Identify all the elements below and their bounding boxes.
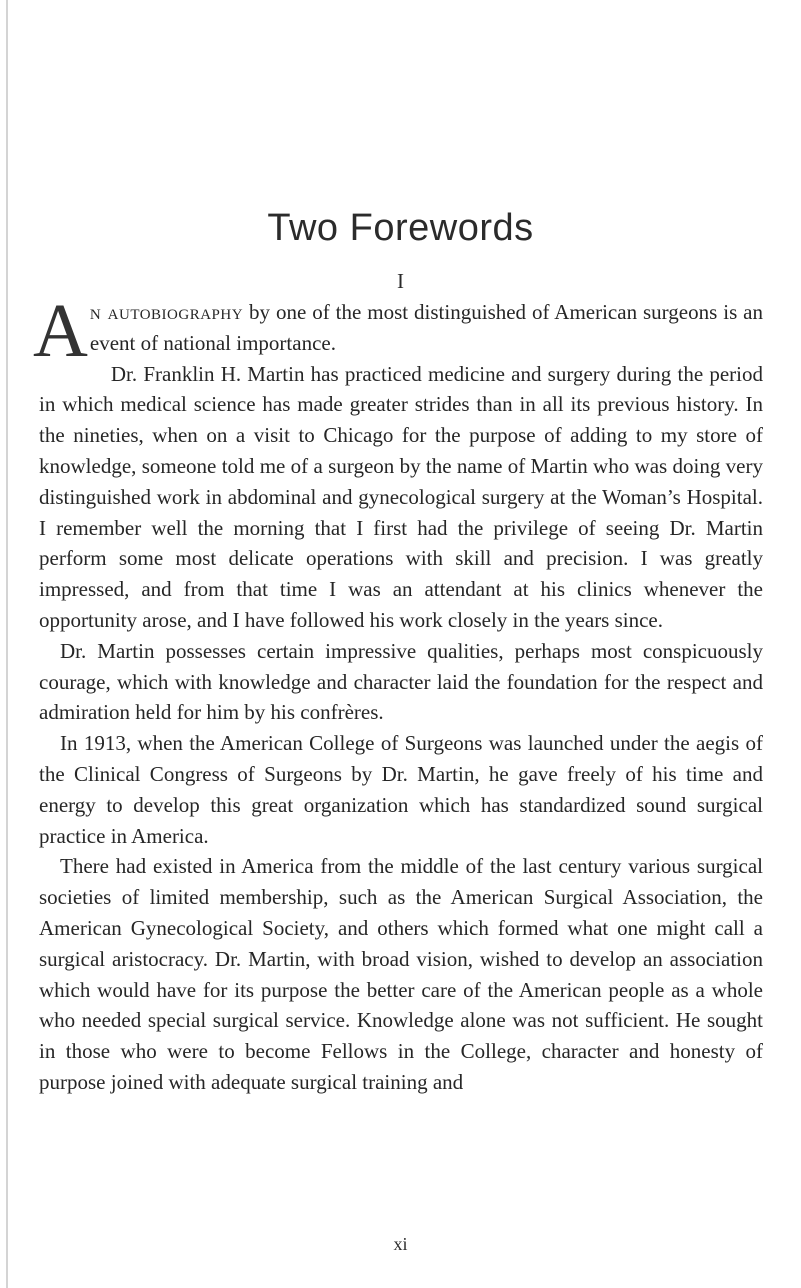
paragraph: Dr. Franklin H. Martin has practiced medicine and surgery during the period in which medical science has made greater strides than in all its previous history. In the nineties, when on a visit to Chicago for the purpose of adding to my store of knowledge, someone told me of a surgeon by the name of Martin who was doing very distinguished work in abdominal and gynecological surgery at the Woman’s Hospital. I remember well the morning that I first had the privilege of seeing Dr. Martin perform some most delicate operations with skill and precision. I was greatly impressed, and from that time I was an attendant at his clinics whenever the opportunity arose, and I have followed his work closely in the years since. bbox=[39, 361, 763, 632]
drop-cap: A bbox=[33, 289, 88, 373]
paragraph: Dr. Martin possesses certain impressive qualities, perhaps most conspicuously courage, which with knowledge and character laid the foundation for the respect and admiration held for him by his confrères. bbox=[39, 638, 763, 725]
body-text bbox=[33, 289, 764, 1098]
paragraph: In 1913, when the American College of Surgeons was launched under the aegis of the Clinical Congress of Surgeons by Dr. Martin, he gave freely of his time and energy to develop this great organization which has standardized sound surgical practice in America. bbox=[39, 731, 763, 848]
section-number: I bbox=[397, 269, 404, 293]
paragraph-opening bbox=[33, 289, 764, 373]
paragraph: There had existed in America from the middle of the last century various surgical societies of limited membership, such as the American Surgical Association, the American Gynecological Society, and others which formed what one might call a surgical aristocracy. Dr. Martin, with broad vision, wished to develop an association which would have for its purpose the better care of the American people as a whole who needed special surgical service. Knowledge alone was not sufficient. He sought in those who were to become Fellows in the College, character and honesty of purpose joined with adequate surgical training and bbox=[39, 854, 763, 1094]
page-number: xi bbox=[393, 1234, 408, 1254]
opening-smallcaps: n autobiography bbox=[89, 300, 244, 324]
opening-text: by one of the most distinguished of American surgeons is an event of national importance. bbox=[89, 300, 764, 355]
page-title: Two Forewords bbox=[267, 207, 534, 249]
